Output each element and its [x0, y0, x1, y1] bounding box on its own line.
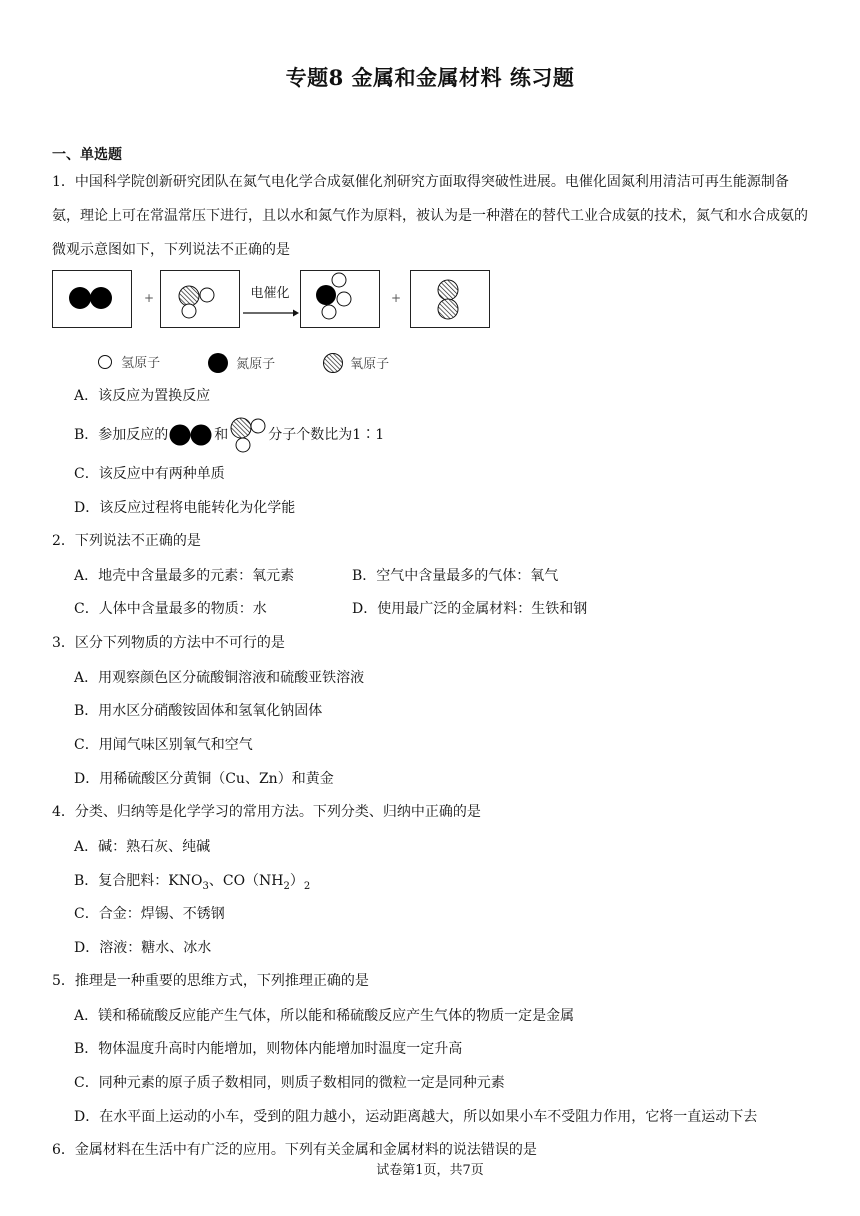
page-footer: 试卷第1页，共7页 [376, 1163, 484, 1178]
diagram-box-nitrogen [52, 270, 132, 328]
oxygen-atom-icon [322, 352, 344, 374]
q3-option-c[interactable]: C．用闻气味区别氧气和空气 [74, 737, 253, 753]
q5-option-c[interactable]: C．同种元素的原子质子数相同，则质子数相同的微粒一定是同种元素 [74, 1075, 505, 1091]
q1-option-c[interactable]: C．该反应中有两种单质 [74, 466, 225, 482]
q4-option-d[interactable]: D．溶液：糖水、冰水 [74, 940, 212, 956]
q1-option-b-suffix: 分子个数比为1∶1 [268, 427, 385, 443]
nitrogen-molecule-inline-icon [168, 424, 214, 446]
q5-option-d[interactable]: D．在水平面上运动的小车，受到的阻力越小，运动距离越大，所以如果小车不受阻力作用，它将一直运动下去 [74, 1109, 758, 1125]
water-molecule-inline-icon [228, 416, 268, 454]
nitrogen-atom-icon [206, 352, 230, 374]
q4-option-b-sub-2: 2 [283, 880, 290, 892]
q3-option-b[interactable]: B．用水区分硝酸铵固体和氢氧化钠固体 [74, 703, 323, 719]
q2-option-a[interactable]: A．地壳中含量最多的元素：氧元素 [74, 568, 295, 584]
q2-option-b[interactable]: B．空气中含量最多的气体：氧气 [352, 568, 559, 584]
question-2-stem: 2．下列说法不正确的是 [52, 533, 201, 549]
q3-option-a[interactable]: A．用观察颜色区分硫酸铜溶液和硫酸亚铁溶液 [74, 670, 365, 686]
section-heading: 一、单选题 [52, 147, 122, 163]
q4-option-b-close: ） [289, 873, 304, 889]
q2-option-c[interactable]: C．人体中含量最多的物质：水 [74, 601, 267, 617]
legend-nitrogen [206, 352, 275, 374]
question-6-stem: 6．金属材料在生活中有广泛的应用。下列有关金属和金属材料的说法错误的是 [52, 1142, 537, 1158]
q5-option-a[interactable]: A．镁和稀硫酸反应能产生气体，所以能和稀硫酸反应产生气体的物质一定是金属 [74, 1008, 575, 1024]
q4-option-b[interactable] [74, 871, 310, 897]
q1-option-a[interactable]: A．该反应为置换反应 [74, 388, 211, 404]
q4-option-b-prefix: B．复合肥料：KNO [74, 873, 203, 889]
diagram-box-ammonia [300, 270, 380, 328]
q4-option-b-sub-1: 3 [202, 880, 209, 892]
q1-option-b-and: 和 [214, 427, 229, 443]
q3-option-d[interactable]: D．用稀硫酸区分黄铜（Cu、Zn）和黄金 [74, 771, 334, 787]
diagram-box-oxygen [410, 270, 490, 328]
question-4-stem: 4．分类、归纳等是化学学习的常用方法。下列分类、归纳中正确的是 [52, 804, 481, 820]
hydrogen-atom-icon [97, 354, 113, 370]
question-3-stem: 3．区分下列物质的方法中不可行的是 [52, 635, 285, 651]
q2-option-d[interactable]: D．使用最广泛的金属材料：生铁和钢 [352, 601, 588, 617]
question-1-stem: 1．中国科学院创新研究团队在氮气电化学合成氨催化剂研究方面取得突破性进展。电催化固氮利用清洁可再生能源制备氨，理论上可在常温常压下进行，且以水和氮气作为原料，被认为是一种潜在的替代工业合成氨的技术，氮气和水合成氨的微观示意图如下，下列说法不正确的是 [52, 174, 808, 258]
reaction-arrow [241, 282, 299, 321]
diagram-box-water [160, 270, 240, 328]
plus-sign-1: + [144, 291, 155, 305]
q1-option-b-prefix: B．参加反应的 [74, 427, 169, 443]
q4-option-a[interactable]: A．碱：熟石灰、纯碱 [74, 839, 211, 855]
right-arrow-icon [241, 309, 299, 317]
q4-option-c[interactable]: C．合金：焊锡、不锈钢 [74, 906, 225, 922]
plus-sign-2: + [391, 291, 402, 305]
page-title: 专题8 金属和金属材料 练习题 [285, 65, 575, 90]
legend-oxygen [322, 352, 389, 374]
legend-hydrogen-label: 氢原子 [121, 356, 161, 371]
ammonia-molecule-icon [301, 271, 379, 327]
q4-option-b-sub-3: 2 [303, 880, 311, 892]
q5-option-b[interactable]: B．物体温度升高时内能增加，则物体内能增加时温度一定升高 [74, 1041, 463, 1057]
q4-option-b-middle: 、CO（NH [208, 873, 284, 889]
q1-option-b[interactable] [74, 416, 384, 454]
question-5-stem: 5．推理是一种重要的思维方式，下列推理正确的是 [52, 973, 369, 989]
q1-option-d[interactable]: D．该反应过程将电能转化为化学能 [74, 500, 296, 516]
legend-oxygen-label: 氧原子 [350, 357, 390, 372]
nitrogen-molecule-icon [53, 271, 131, 327]
water-molecule-icon [161, 271, 239, 327]
arrow-label: 电催化 [250, 286, 290, 301]
oxygen-molecule-icon [411, 271, 489, 327]
legend-hydrogen [97, 352, 160, 371]
legend-nitrogen-label: 氮原子 [236, 357, 276, 372]
